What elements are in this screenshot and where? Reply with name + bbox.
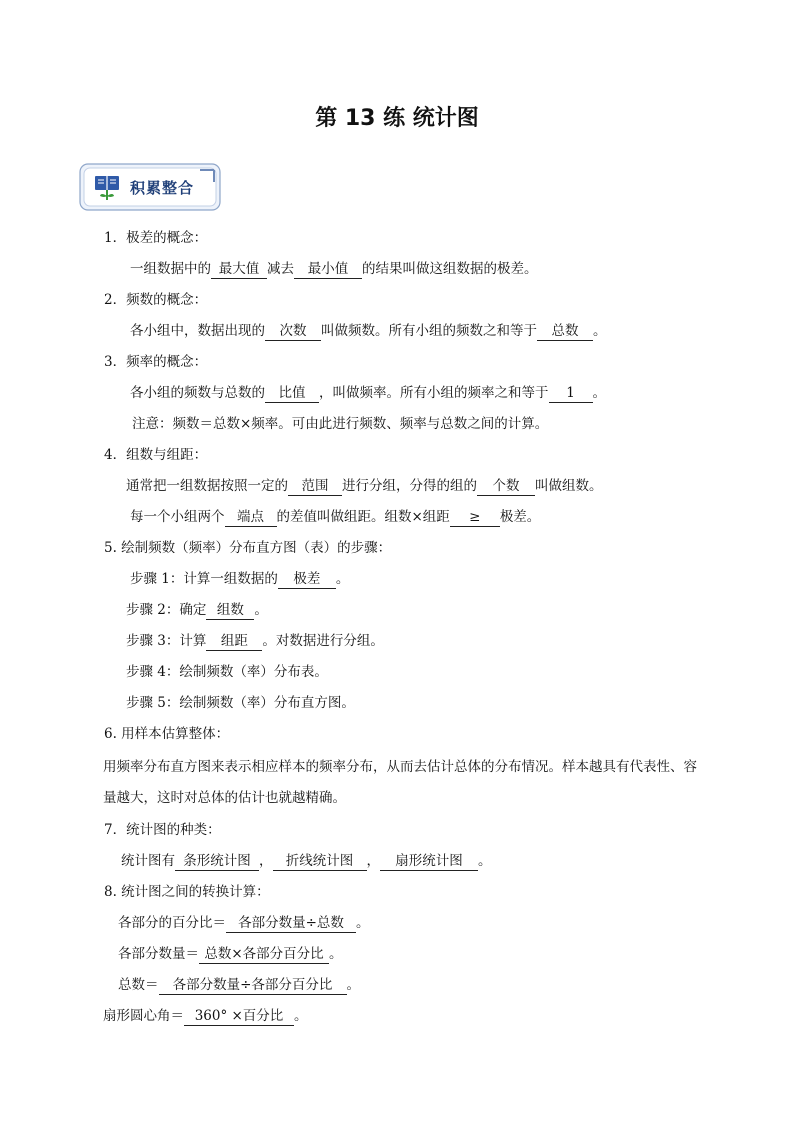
item-heading-text: 4．组数与组距： bbox=[104, 447, 208, 463]
text-segment: 用频率分布直方图来表示相应样本的频率分布，从而去估计总体的分布情况。样本越具有代表性、容 bbox=[103, 759, 697, 775]
text-segment: 。 bbox=[254, 602, 268, 618]
item-line bbox=[132, 414, 548, 434]
item-line bbox=[118, 975, 360, 995]
item-heading-text: 6. 用样本估算整体： bbox=[104, 726, 230, 742]
text-segment: 。 bbox=[335, 571, 350, 587]
item-heading-text: 3．频率的概念： bbox=[104, 354, 208, 370]
section-badge-label: 积累整合 bbox=[130, 179, 195, 197]
fill-in-answer: 1 bbox=[549, 385, 593, 403]
item-heading bbox=[104, 724, 229, 744]
section-badge bbox=[78, 162, 222, 212]
fill-in-answer: 范围 bbox=[288, 478, 342, 496]
item-heading-text: 2．频数的概念： bbox=[104, 292, 208, 308]
text-segment: 总数＝ bbox=[118, 977, 159, 993]
text-segment: 。 bbox=[356, 915, 370, 931]
fill-in-answer: 比值 bbox=[265, 385, 319, 403]
text-segment: 各部分的百分比＝ bbox=[118, 915, 226, 931]
text-segment: 量越大，这时对总体的估计也就越精确。 bbox=[103, 790, 346, 806]
text-segment: 统计图有 bbox=[121, 853, 175, 869]
item-line bbox=[126, 662, 328, 682]
item-heading bbox=[104, 352, 207, 372]
item-line bbox=[121, 851, 492, 871]
text-segment: ，叫做频率。所有小组的频率之和等于 bbox=[319, 385, 549, 401]
fill-in-answer: 端点 bbox=[225, 509, 277, 527]
fill-in-answer: 个数 bbox=[477, 478, 535, 496]
text-segment: 步骤 1：计算一组数据的 bbox=[130, 571, 278, 587]
item-line bbox=[130, 507, 540, 527]
text-segment: 步骤 5：绘制频数（率）分布直方图。 bbox=[126, 695, 355, 711]
item-line bbox=[130, 383, 606, 403]
text-segment: 步骤 3：计算 bbox=[126, 633, 207, 649]
fill-in-answer: 总数×各部分百分比 bbox=[199, 946, 329, 964]
text-segment: 。 bbox=[478, 853, 492, 869]
fill-in-answer: 360° ×百分比 bbox=[184, 1008, 294, 1026]
item-line bbox=[126, 693, 355, 713]
text-segment: 一组数据中的 bbox=[130, 261, 211, 277]
item-line bbox=[103, 788, 346, 808]
item-heading bbox=[104, 228, 207, 248]
book-plant-icon bbox=[92, 172, 122, 202]
text-segment: 减去 bbox=[267, 261, 294, 277]
fill-in-answer: 扇形统计图 bbox=[380, 853, 478, 871]
text-segment: 步骤 2：确定 bbox=[126, 602, 207, 618]
fill-in-answer: 极差 bbox=[278, 571, 336, 589]
item-line bbox=[130, 321, 607, 341]
text-segment: 。对数据进行分组。 bbox=[262, 633, 384, 649]
item-line bbox=[118, 913, 370, 933]
text-segment: 步骤 4：绘制频数（率）分布表。 bbox=[126, 664, 328, 680]
text-segment: 各部分数量＝ bbox=[118, 946, 199, 962]
text-segment: ， bbox=[366, 853, 380, 869]
item-heading bbox=[104, 290, 207, 310]
fill-in-answer: 组距 bbox=[206, 633, 262, 651]
fill-in-answer: 总数 bbox=[537, 323, 593, 341]
text-segment: 极差。 bbox=[499, 509, 541, 525]
item-heading-text: 1．极差的概念： bbox=[104, 230, 208, 246]
page-title: 第 13 练 统计图 bbox=[315, 106, 479, 131]
text-segment: 进行分组，分得的组的 bbox=[342, 478, 477, 494]
fill-in-answer: 次数 bbox=[265, 323, 321, 341]
text-segment: 叫做频数。所有小组的频数之和等于 bbox=[321, 323, 537, 339]
text-segment: 通常把一组数据按照一定的 bbox=[126, 478, 288, 494]
item-line bbox=[130, 259, 538, 279]
item-line bbox=[126, 476, 603, 496]
text-segment: 各小组中，数据出现的 bbox=[130, 323, 265, 339]
item-heading bbox=[104, 882, 270, 902]
item-heading bbox=[104, 820, 221, 840]
item-line bbox=[103, 757, 697, 777]
text-segment: 的结果叫做这组数据的极差。 bbox=[362, 261, 538, 277]
text-segment: 。 bbox=[593, 323, 607, 339]
item-heading bbox=[104, 538, 391, 558]
fill-in-answer: 最小值 bbox=[294, 261, 362, 279]
fill-in-answer: 组数 bbox=[206, 602, 254, 620]
item-line bbox=[126, 631, 384, 651]
item-heading-text: 7．统计图的种类： bbox=[104, 822, 221, 838]
text-segment: 注意：频数＝总数×频率。可由此进行频数、频率与总数之间的计算。 bbox=[132, 416, 549, 432]
text-segment: 。 bbox=[329, 946, 343, 962]
text-segment: 的差值叫做组距。组数×组距 bbox=[276, 509, 450, 525]
item-line bbox=[118, 944, 343, 964]
item-line bbox=[103, 1006, 308, 1026]
fill-in-answer: 各部分数量÷总数 bbox=[226, 915, 356, 933]
item-line bbox=[126, 600, 268, 620]
text-segment: 。 bbox=[592, 385, 606, 401]
text-segment: 。 bbox=[346, 977, 360, 993]
item-heading-text: 5. 绘制频数（频率）分布直方图（表）的步骤： bbox=[104, 540, 392, 556]
text-segment: 。 bbox=[294, 1008, 308, 1024]
text-segment: ， bbox=[259, 853, 273, 869]
fill-in-answer: ≥ bbox=[450, 509, 500, 527]
item-heading-text: 8. 统计图之间的转换计算： bbox=[104, 884, 270, 900]
text-segment: 扇形圆心角＝ bbox=[103, 1008, 184, 1024]
fill-in-answer: 各部分数量÷各部分百分比 bbox=[159, 977, 347, 995]
text-segment: 各小组的频数与总数的 bbox=[130, 385, 265, 401]
fill-in-answer: 最大值 bbox=[211, 261, 267, 279]
fill-in-answer: 折线统计图 bbox=[273, 853, 367, 871]
text-segment: 每一个小组两个 bbox=[130, 509, 225, 525]
item-heading bbox=[104, 445, 207, 465]
fill-in-answer: 条形统计图 bbox=[175, 853, 259, 871]
item-line bbox=[130, 569, 349, 589]
text-segment: 叫做组数。 bbox=[535, 478, 603, 494]
